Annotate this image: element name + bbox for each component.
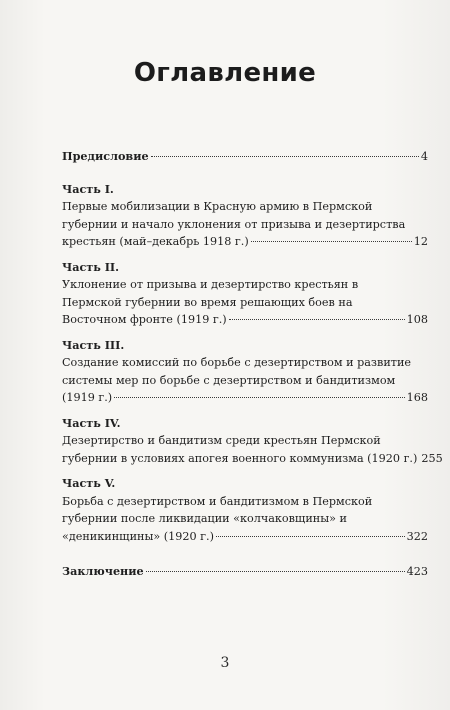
toc-entry-part-4	[62, 415, 443, 468]
dot-leader	[151, 156, 419, 157]
toc-page-number: 4	[420, 150, 428, 163]
toc-part-label: Часть II.	[62, 259, 120, 274]
toc-entry-line: Первые мобилизации в Красную армию в Пермской	[62, 200, 373, 213]
toc-entry-line: губернии после ликвидации «колчаковщины» и	[62, 512, 348, 525]
toc-entry-part-2	[62, 259, 428, 329]
toc-entry-line: (1919 г.)	[62, 391, 113, 404]
toc-page-number: 168	[406, 391, 428, 404]
toc-entry-line: Дезертирство и бандитизм среди крестьян Пермской	[62, 434, 381, 447]
table-of-contents	[62, 148, 443, 589]
toc-entry-part-3	[62, 337, 428, 407]
dot-leader	[146, 571, 405, 572]
toc-entry-line: Борьба с дезертирством и бандитизмом в Пермской	[62, 494, 373, 508]
toc-page-number: 423	[406, 565, 428, 578]
toc-part-label: Часть IV.	[62, 415, 121, 430]
toc-part-label: Часть III.	[62, 337, 125, 352]
dot-leader	[251, 241, 412, 242]
toc-page-number: 12	[413, 235, 428, 248]
toc-entry-conclusion	[62, 563, 428, 581]
toc-entry-title: Предисловие	[62, 149, 149, 163]
toc-entry-line: системы мер по борьбе с дезертирством и бандитизмом	[62, 373, 396, 387]
toc-page-number: 255	[421, 451, 443, 465]
toc-part-label: Часть I.	[62, 181, 114, 196]
page-number: 3	[220, 655, 230, 671]
toc-page-number: 322	[406, 529, 428, 543]
toc-entry-preface	[62, 148, 428, 166]
toc-page-number: 108	[406, 313, 428, 326]
dot-leader	[229, 319, 405, 320]
toc-entry-line: Создание комиссий по борьбе с дезертирством и развитие	[62, 356, 412, 369]
toc-part-label: Часть V.	[62, 476, 116, 490]
toc-entry-part-5	[62, 475, 428, 545]
toc-entry-line: губернии и начало уклонения от призыва и дезертирства	[62, 217, 406, 231]
toc-entry-line: крестьян (май–декабрь 1918 г.)	[62, 235, 249, 248]
toc-entry-line: Пермской губернии во время решающих боев на	[62, 295, 353, 309]
dot-leader	[216, 536, 405, 537]
toc-entry-line: Восточном фронте (1919 г.)	[62, 313, 227, 326]
page-title: Оглавление	[133, 58, 317, 88]
toc-entry-line: губернии в условиях апогея военного коммунизма (1920 г.)	[62, 451, 418, 465]
dot-leader	[114, 397, 404, 398]
toc-entry-line: «деникинщины» (1920 г.)	[62, 529, 214, 543]
toc-entry-title: Заключение	[62, 564, 144, 578]
toc-entry-part-1	[62, 181, 428, 251]
toc-entry-line: Уклонение от призыва и дезертирство крестьян в	[62, 278, 359, 291]
